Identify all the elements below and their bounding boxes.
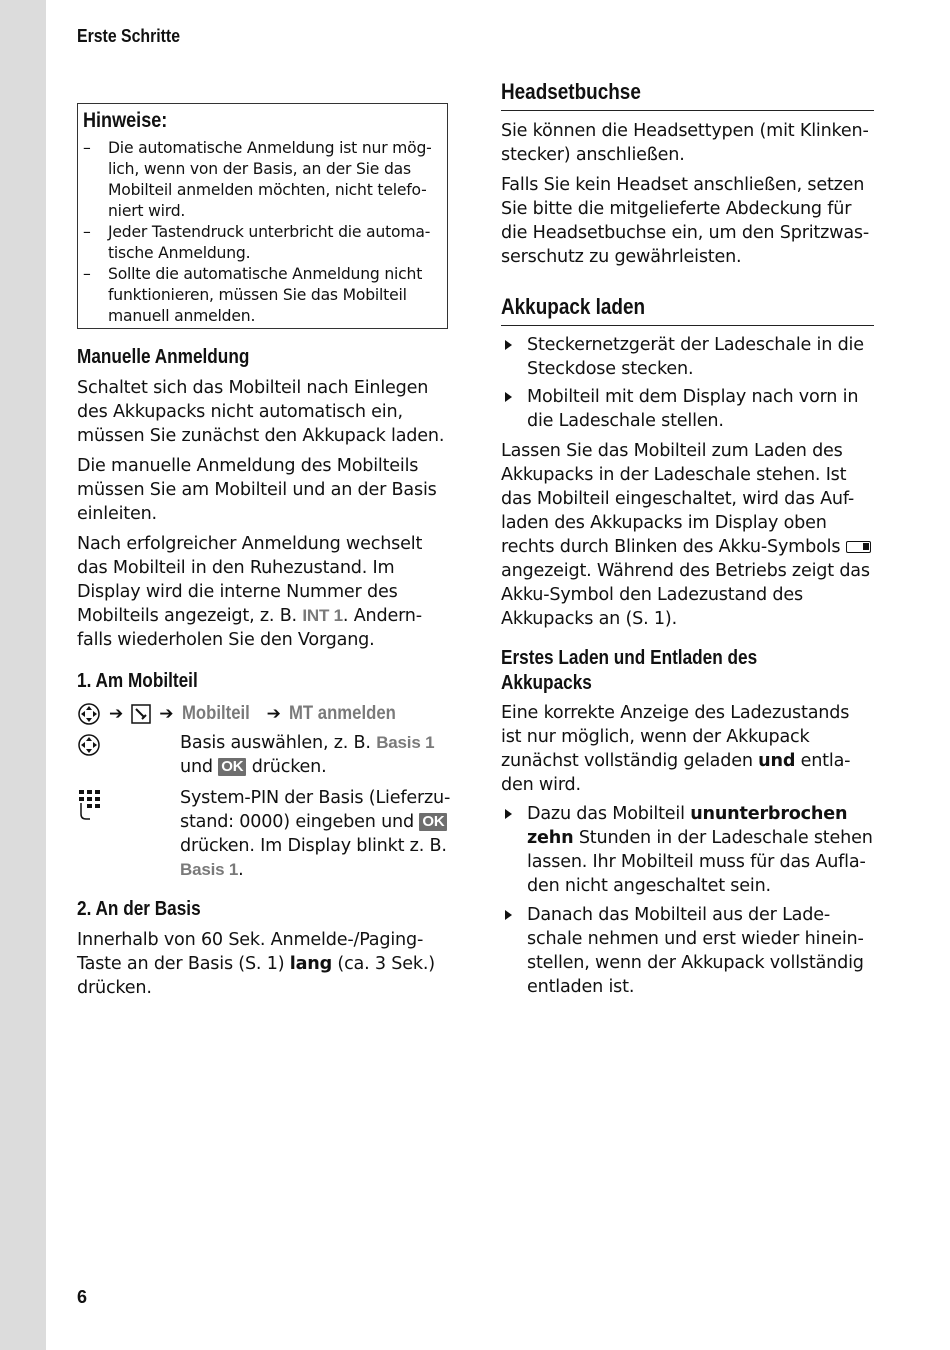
note-item: – Sollte die automatische Anmeldung nicht funktionieren, müssen Sie das Mobilteil manuell anmelden. (83, 264, 441, 327)
page-number: 6 (77, 1287, 88, 1307)
bullet-triangle-icon (505, 392, 512, 402)
note-item: – Jeder Tastendruck unterbricht die automa-tische Anmeldung. (83, 222, 441, 264)
charging-paragraph: Lassen Sie das Mobilteil zum Laden des Akkupacks in der Ladeschale stehen. Ist das Mobilteil eingeschaltet, wird das Auf-laden des Akkupacks im Display oben rechts durch Blinken des Akku-Symbols angezeigt. Während des Betriebs zeigt das Akku-Symbol den Ladezustand des Akkupacks an (S. 1). (501, 441, 870, 629)
first-charge-section (501, 646, 874, 999)
notes-box (77, 103, 448, 329)
display-text-int: INT 1 (302, 606, 343, 625)
side-margin-strip (0, 0, 46, 1350)
first-charge-step: Danach das Mobilteil aus der Lade-schale nehmen und erst wieder hinein-stellen, wenn der Akkupack vollständig entladen ist. (501, 903, 874, 999)
manual-registration-section (77, 345, 451, 652)
navigation-key-icon (77, 733, 101, 757)
charging-step: Steckernetzgerät der Ladeschale in die Steckdose stecken. (501, 333, 874, 381)
handset-heading: 1. Am Mobilteil (77, 670, 198, 692)
headset-section (501, 79, 874, 269)
notes-title: Hinweise: (83, 109, 168, 132)
step-enter-pin-text: System-PIN der Basis (Lieferzu-stand: 0000) eingeben und OK drücken. Im Display blinkt z. B. Basis 1. (180, 788, 451, 880)
first-charge-heading: Erstes Laden und Entladen des Akkupacks (501, 647, 758, 694)
arrow-right-icon: ➔ (159, 704, 174, 724)
bullet-triangle-icon (505, 910, 512, 920)
charging-steps (501, 333, 874, 433)
first-charge-step: Dazu das Mobilteil ununterbrochen zehn Stunden in der Ladeschale stehen lassen. Ihr Mobilteil muss für das Aufla-den nicht angeschaltet sein. (501, 802, 874, 898)
notes-list (83, 138, 441, 327)
manual-paragraph-3: Nach erfolgreicher Anmeldung wechselt das Mobilteil in den Ruhezustand. Im Display wird die interne Nummer des Mobilteils angezeigt, z. B. INT 1. Andern-falls wiederholen Sie den Vorgang. (77, 534, 423, 650)
running-header: Erste Schritte (77, 26, 181, 46)
battery-icon (846, 541, 871, 553)
menu-navigation-sequence (77, 702, 410, 726)
ok-key: OK (419, 813, 447, 831)
arrow-right-icon: ➔ (266, 704, 281, 724)
charging-section (501, 294, 874, 631)
headset-heading-rule (501, 79, 874, 111)
settings-menu-icon (131, 704, 151, 724)
keypad-icon (77, 788, 107, 822)
bullet-triangle-icon (505, 809, 512, 819)
manual-paragraph-1: Schaltet sich das Mobilteil nach Einlegen des Akkupacks nicht automatisch ein, müssen Sie zunächst den Akkupack laden. (77, 378, 445, 446)
base-section (77, 897, 451, 1000)
base-heading: 2. An der Basis (77, 898, 201, 920)
charging-heading: Akkupack laden (501, 294, 646, 319)
menu-item-mt-anmelden: MT anmelden (288, 703, 396, 724)
step-select-base-text: Basis auswählen, z. B. Basis 1 und OK drücken. (180, 733, 435, 777)
base-paragraph: Innerhalb von 60 Sek. Anmelde-/Paging-Taste an der Basis (S. 1) lang (ca. 3 Sek.) drücken. (77, 930, 435, 998)
bullet-triangle-icon (505, 340, 512, 350)
headset-paragraph-1: Sie können die Headsettypen (mit Klinken-stecker) anschließen. (501, 121, 869, 165)
charging-step: Mobilteil mit dem Display nach vorn in die Ladeschale stellen. (501, 385, 874, 433)
navigation-key-icon (77, 702, 101, 726)
first-charge-paragraph: Eine korrekte Anzeige des Ladezustands ist nur möglich, wenn der Akkupack zunächst vollständig geladen und entla-den wird. (501, 703, 851, 795)
menu-item-mobilteil: Mobilteil (181, 703, 250, 724)
headset-heading: Headsetbuchse (501, 79, 641, 104)
note-item: – Die automatische Anmeldung ist nur mög-lich, wenn von der Basis, an der Sie das Mobilteil anmelden möchten, nicht telefo-niert wird. (83, 138, 441, 222)
first-charge-steps (501, 802, 874, 999)
display-text-basis: Basis 1 (180, 860, 239, 879)
headset-paragraph-2: Falls Sie kein Headset anschließen, setzen Sie bitte die mitgelieferte Abdeckung für die Headsetbuchse ein, um den Spritzwas-serschutz zu gewährleisten. (501, 175, 870, 267)
manual-paragraph-2: Die manuelle Anmeldung des Mobilteils müssen Sie am Mobilteil und an der Basis einleiten. (77, 456, 437, 524)
charging-heading-rule (501, 294, 874, 326)
manual-registration-heading: Manuelle Anmeldung (77, 346, 250, 368)
ok-key: OK (218, 758, 246, 776)
display-text-basis: Basis 1 (376, 733, 435, 752)
arrow-right-icon: ➔ (109, 704, 124, 724)
